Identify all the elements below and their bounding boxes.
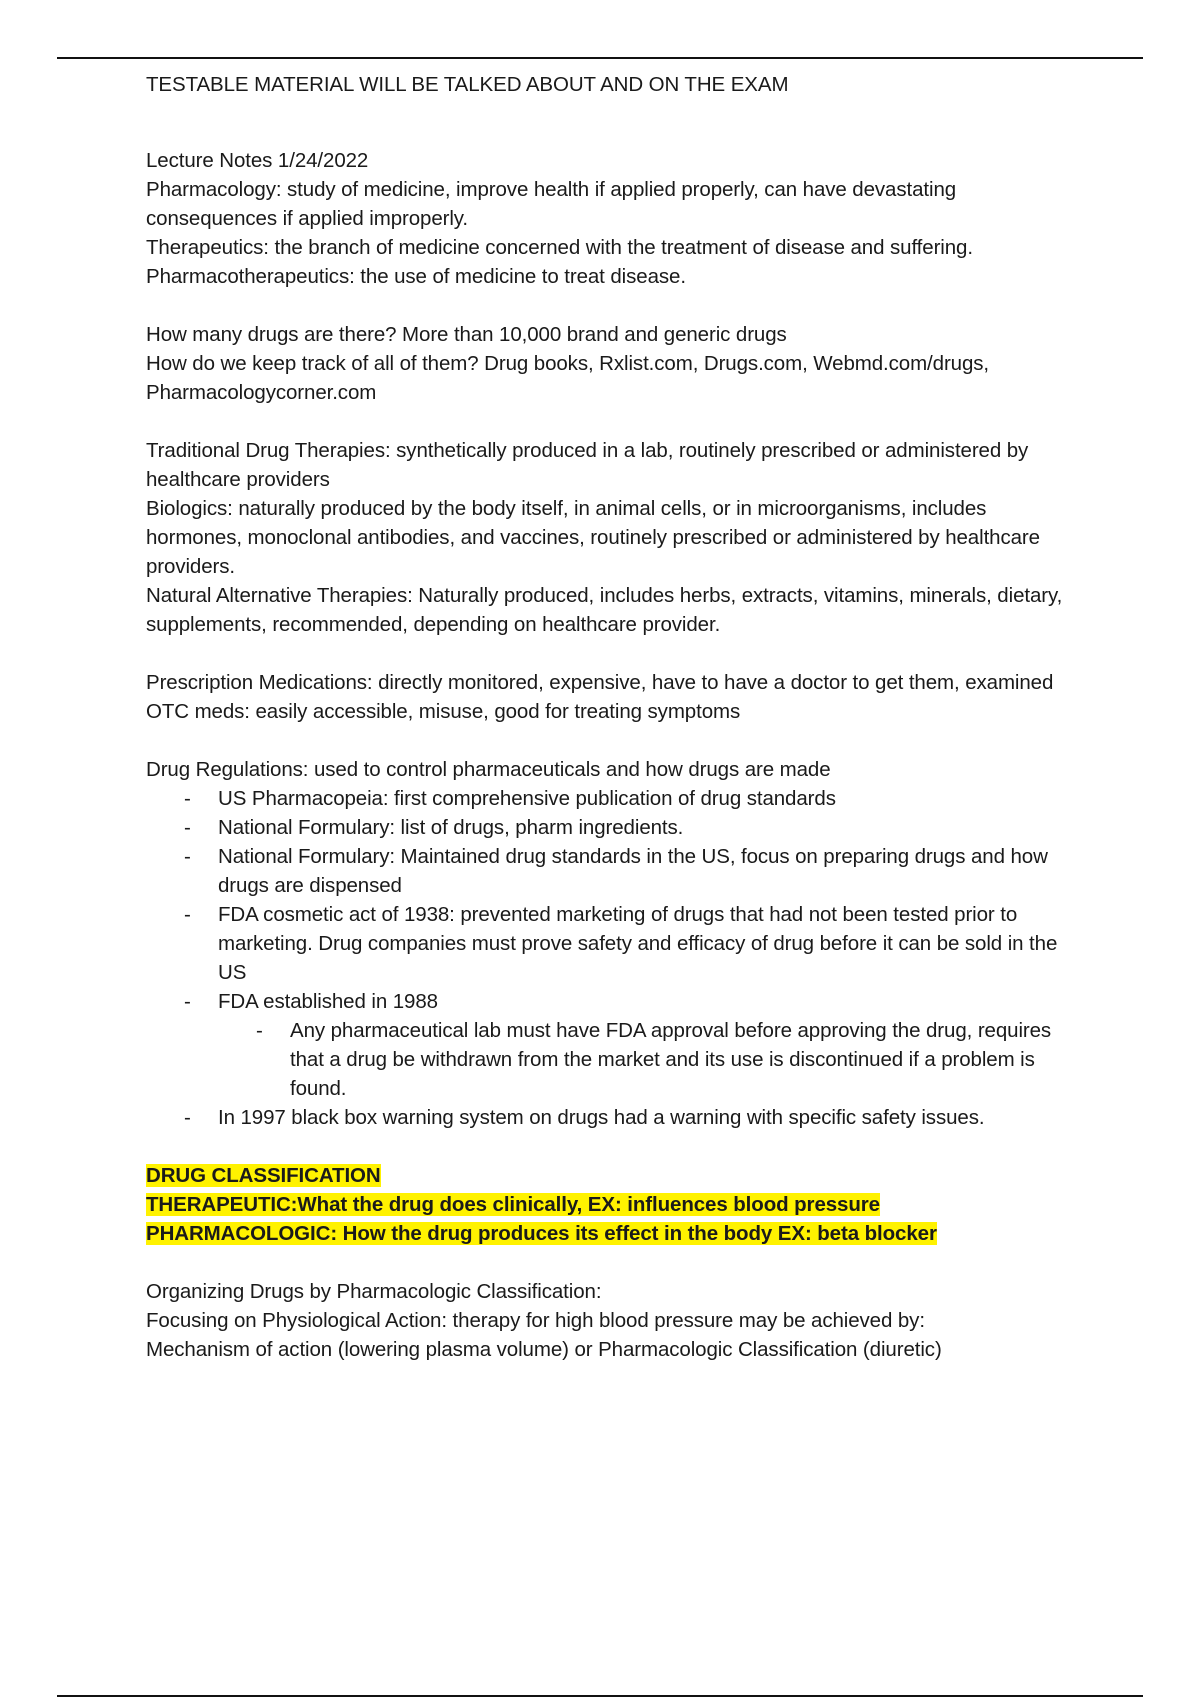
sub-list-item: - Any pharmaceutical lab must have FDA approval before approving the drug, requires that a drug be withdrawn from the market and its use is discontinued if a problem is found. <box>218 1016 1086 1103</box>
highlighted-text: DRUG CLASSIFICATION <box>146 1164 381 1187</box>
list-item: - In 1997 black box warning system on drugs had a warning with specific safety issues. <box>146 1103 1086 1132</box>
drug-regulations-heading: Drug Regulations: used to control pharmaceuticals and how drugs are made <box>146 758 831 781</box>
list-item: - FDA cosmetic act of 1938: prevented marketing of drugs that had not been tested prior to marketing. Drug companies must prove safety and efficacy of drug before it can be sold in the US <box>146 900 1086 987</box>
list-item <box>146 987 1086 1103</box>
definition-pharmacology: Pharmacology: study of medicine, improve health if applied properly, can have devastating consequences if applied improperly. <box>146 178 957 230</box>
physiological-action: Focusing on Physiological Action: therapy for high blood pressure may be achieved by: <box>146 1309 925 1332</box>
drug-count-question: How many drugs are there? More than 10,000 brand and generic drugs <box>146 323 787 346</box>
bottom-rule <box>57 1695 1143 1697</box>
list-item: - National Formulary: Maintained drug standards in the US, focus on preparing drugs and how drugs are dispensed <box>146 842 1086 900</box>
list-item: - National Formulary: list of drugs, pharm ingredients. <box>146 813 1086 842</box>
mechanism-of-action: Mechanism of action (lowering plasma volume) or Pharmacologic Classification (diuretic) <box>146 1338 942 1361</box>
regulations-list <box>146 784 1086 1132</box>
list-item: - US Pharmacopeia: first comprehensive publication of drug standards <box>146 784 1086 813</box>
document-body <box>146 70 1086 1364</box>
otc-meds: OTC meds: easily accessible, misuse, good for treating symptoms <box>146 700 741 723</box>
list-item-text: FDA established in 1988 <box>218 990 438 1013</box>
exam-header: TESTABLE MATERIAL WILL BE TALKED ABOUT AND ON THE EXAM <box>146 73 789 96</box>
natural-alternative-therapies: Natural Alternative Therapies: Naturally produced, includes herbs, extracts, vitamins, minerals, dietary, supplements, recommended, depending on healthcare provider. <box>146 584 1063 636</box>
definition-therapeutics: Therapeutics: the branch of medicine concerned with the treatment of disease and suffering. <box>146 236 973 259</box>
lecture-date: Lecture Notes 1/24/2022 <box>146 149 369 172</box>
definition-pharmacotherapeutics: Pharmacotherapeutics: the use of medicine to treat disease. <box>146 265 686 288</box>
prescription-medications: Prescription Medications: directly monitored, expensive, have to have a doctor to get them, examined <box>146 671 1054 694</box>
classification-therapeutic <box>146 1190 1086 1219</box>
drug-tracking-question: How do we keep track of all of them? Drug books, Rxlist.com, Drugs.com, Webmd.com/drugs, Pharmacologycorner.com <box>146 352 990 404</box>
traditional-therapies: Traditional Drug Therapies: synthetically produced in a lab, routinely prescribed or administered by healthcare providers <box>146 439 1029 491</box>
fda-sub-list <box>218 1016 1086 1103</box>
highlighted-text: PHARMACOLOGIC: How the drug produces its effect in the body EX: beta blocker <box>146 1222 937 1245</box>
highlighted-text: THERAPEUTIC:What the drug does clinically, EX: influences blood pressure <box>146 1193 880 1216</box>
top-rule <box>57 57 1143 59</box>
organizing-heading: Organizing Drugs by Pharmacologic Classification: <box>146 1280 602 1303</box>
classification-title <box>146 1161 1086 1190</box>
biologics: Biologics: naturally produced by the body itself, in animal cells, or in microorganisms, includes hormones, monoclonal antibodies, and vaccines, routinely prescribed or administered by healthcare providers. <box>146 497 1040 578</box>
classification-pharmacologic <box>146 1219 1086 1248</box>
